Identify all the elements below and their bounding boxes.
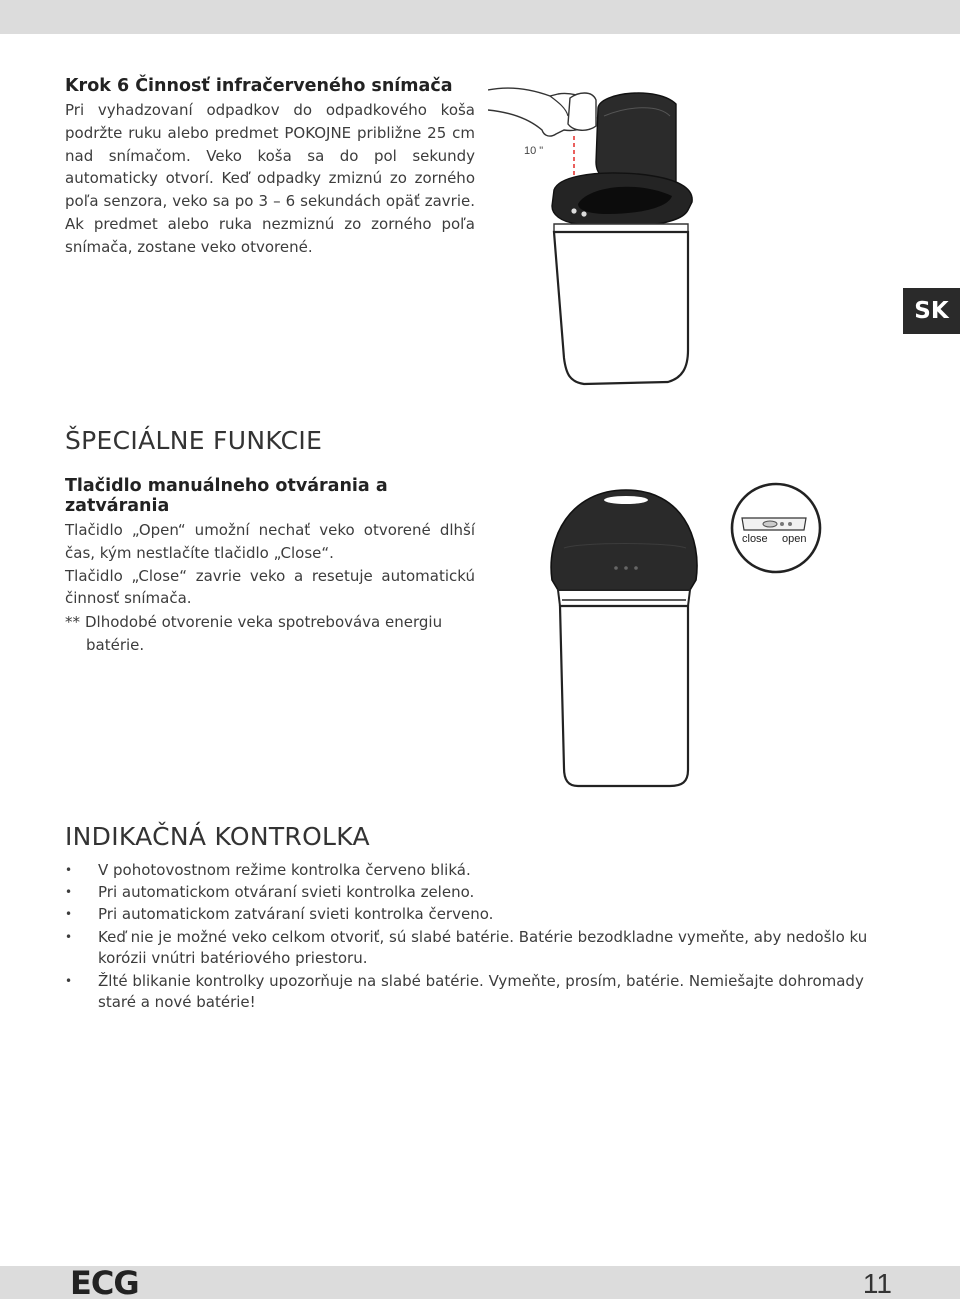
ecg-logo: ECG [70, 1264, 139, 1302]
bottom-bar [0, 1266, 960, 1299]
list-item: • Pri automatickom zatváraní svieti kontrolka červeno. [65, 904, 905, 926]
note-line-2: batérie. [86, 635, 145, 654]
button-detail-illustration [730, 476, 822, 580]
section-title: Krok 6 Činnosť infračerveného snímača [65, 76, 453, 96]
list-item: • Pri automatickom otváraní svieti kontrolka zeleno. [65, 882, 905, 904]
top-bar [0, 0, 960, 34]
section-infrared-sensor [65, 76, 475, 259]
section-manual-button [65, 476, 475, 610]
note-line-1: Dlhodobé otvorenie veka spotrebováva energiu [85, 613, 443, 631]
section-body: Pri vyhadzovaní odpadkov do odpadkového koša podržte ruku alebo predmet POKOJNE približne 25 cm nad snímačom. Veko koša sa do pol sekundy automaticky otvorí. Keď odpadky zmiznú zo zorného poľa senzora, veko sa po 3 – 6 sekundách opäť zavrie. Ak predmet alebo ruka nezmiznú zo zorného poľa snímača, zostane veko otvorené. [65, 101, 475, 256]
battery-note [65, 611, 475, 657]
note-marker: ** [65, 613, 80, 631]
special-functions-heading: ŠPECIÁLNE FUNKCIE [65, 426, 323, 455]
distance-label: 10 " [524, 145, 544, 157]
language-tab: SK [903, 288, 960, 334]
close-button-paragraph: Tlačidlo „Close“ zavrie veko a resetuje automatickú činnosť snímača. [65, 566, 475, 608]
open-label: open [782, 533, 807, 545]
open-button-paragraph: Tlačidlo „Open“ umožní nechať veko otvorené dlhší čas, kým nestlačíte tlačidlo „Close“. [65, 521, 475, 562]
list-item: • V pohotovostnom režime kontrolka červeno bliká. [65, 860, 905, 882]
indicator-heading: INDIKAČNÁ KONTROLKA [65, 822, 370, 851]
close-label: close [742, 533, 768, 545]
manual-button-subheading: Tlačidlo manuálneho otvárania a zatvárania [65, 476, 388, 516]
indicator-list [65, 860, 905, 1014]
bin-closed-illustration [540, 488, 710, 788]
page-number: 11 [862, 1268, 892, 1299]
list-item: • Žlté blikanie kontrolky upozorňuje na slabé batérie. Vymeňte, prosím, batérie. Nemiešajte dohromady staré a nové batérie! [65, 971, 905, 1014]
list-item: • Keď nie je možné veko celkom otvoriť, sú slabé batérie. Batérie bezodkladne vymeňte, aby nedošlo ku korózii vnútri batériového priestoru. [65, 927, 905, 970]
bin-open-lid-illustration [488, 78, 708, 390]
